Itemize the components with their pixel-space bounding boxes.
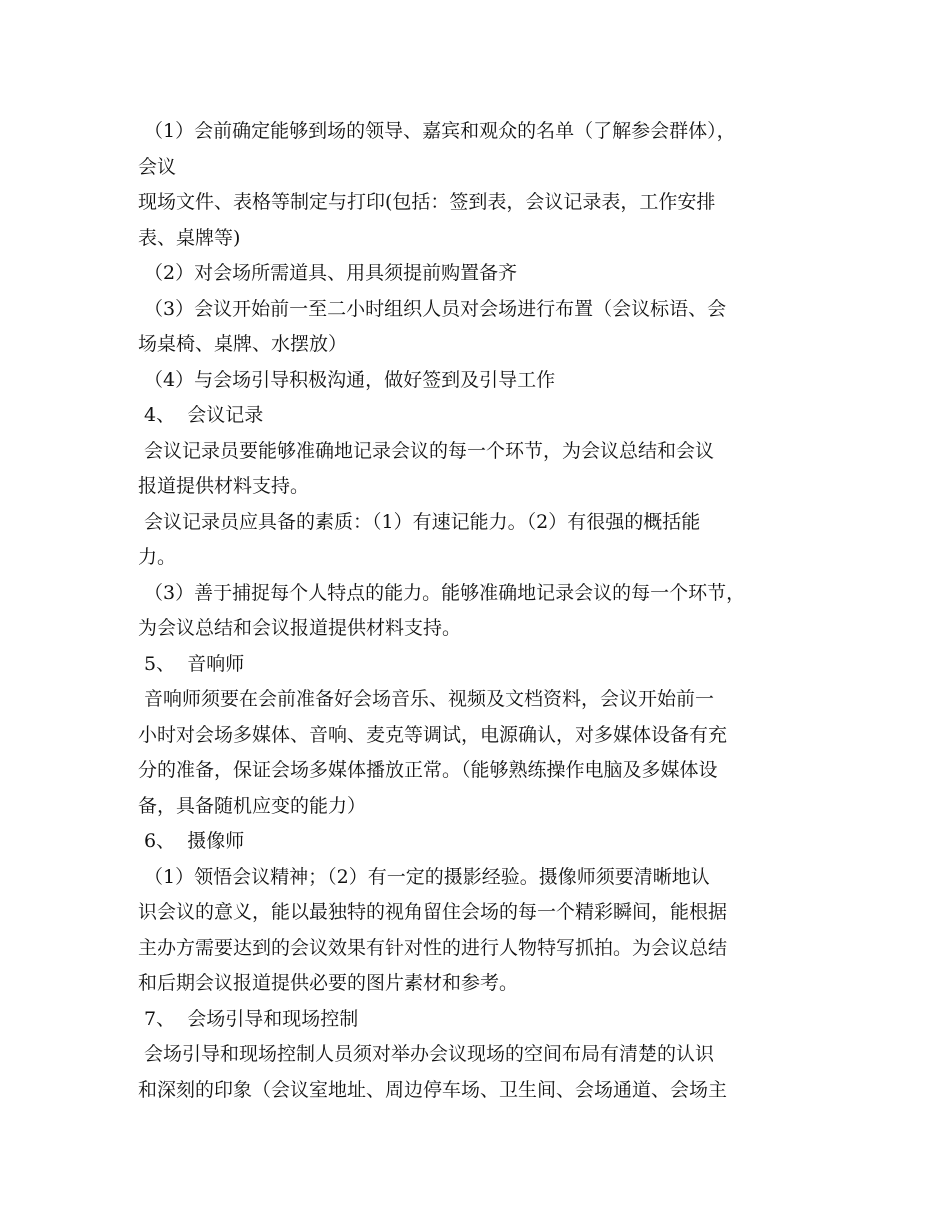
- text-line: 主办方需要达到的会议效果有针对性的进行人物特写抓拍。为会议总结: [138, 936, 728, 959]
- text-line: 备，具备随机应变的能力）: [138, 794, 367, 817]
- text-line: 和后期会议报道提供必要的图片素材和参考。: [138, 972, 519, 994]
- text-line: 会场引导和现场控制人员须对举办会议现场的空间布局有清楚的认识: [138, 1043, 715, 1065]
- text-line: 力。: [138, 546, 177, 568]
- text-line: 会议: [138, 155, 177, 178]
- text-line: 小时对会场多媒体、音响、麦克等调试，电源确认，对多媒体设备有充: [138, 723, 728, 746]
- text-line: 音响师须要在会前准备好会场音乐、视频及文档资料，会议开始前一: [138, 688, 715, 710]
- text-line: 分的准备，保证会场多媒体播放正常。（能够熟练操作电脑及多媒体设: [138, 759, 718, 781]
- text-line: 会议记录员要能够准确地记录会议的每一个环节，为会议总结和会议: [138, 439, 715, 462]
- text-line: 报道提供材料支持。: [138, 475, 310, 497]
- text-line: 和深刻的印象（会议室地址、周边停车场、卫生间、会场通道、会场主: [138, 1078, 728, 1101]
- text-line: 现场文件、表格等制定与打印(包括：签到表，会议记录表，工作安排: [138, 191, 716, 213]
- text-line: （1）会前确定能够到场的领导、嘉宾和观众的名单（了解参会群体），: [138, 120, 736, 142]
- text-line: （3）善于捕捉每个人特点的能力。能够准确地记录会议的每一个环节，: [138, 581, 746, 604]
- text-line: （1）领悟会议精神；（2）有一定的摄影经验。摄像师须要清晰地认: [138, 865, 710, 888]
- text-line: 为会议总结和会议报道提供材料支持。: [138, 617, 462, 639]
- text-line: 表、桌牌等): [138, 226, 241, 249]
- section-heading: 6、 摄像师: [138, 830, 245, 852]
- text-line: （4）与会场引导积极沟通，做好签到及引导工作: [138, 368, 556, 391]
- text-line: 识会议的意义，能以最独特的视角留住会场的每一个精彩瞬间，能根据: [138, 901, 728, 923]
- text-line: （2）对会场所需道具、用具须提前购置备齐: [138, 262, 518, 284]
- section-heading: 5、 音响师: [138, 652, 245, 675]
- text-line: 会议记录员应具备的素质：（1）有速记能力。（2）有很强的概括能: [138, 510, 701, 533]
- section-heading: 4、 会议记录: [138, 404, 264, 426]
- text-line: 场桌椅、桌牌、水摆放）: [138, 333, 348, 355]
- text-line: （3）会议开始前一至二小时组织人员对会场进行布置（会议标语、会: [138, 297, 727, 320]
- document-body: [138, 114, 828, 1108]
- section-heading: 7、 会场引导和现场控制: [138, 1007, 359, 1030]
